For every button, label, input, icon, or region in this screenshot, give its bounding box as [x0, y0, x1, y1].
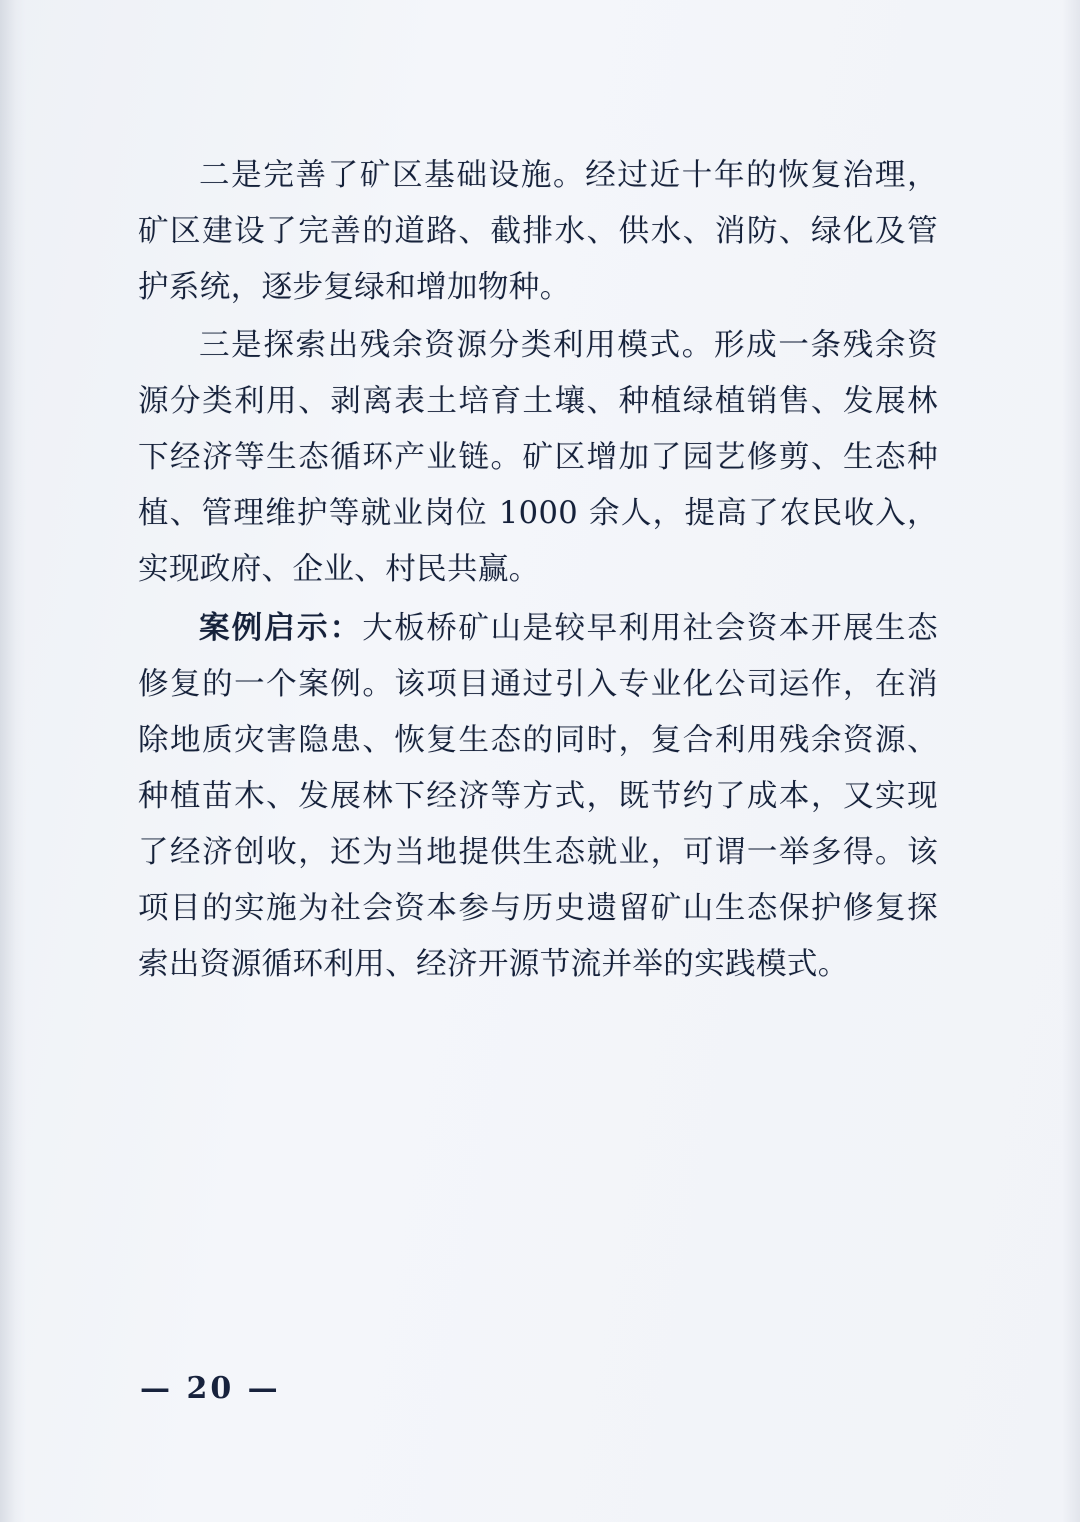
paragraph-residual-resource-model — [138, 318, 938, 598]
paragraph-infrastructure — [138, 148, 938, 316]
paragraph-text: 大板桥矿山是较早利用社会资本开展生态修复的一个案例。该项目通过引入专业化公司运作，在消除地质灾害隐患、恢复生态的同时，复合利用残余资源、种植苗木、发展林下经济等方式，既节约了成本，又实现了经济创收，还为当地提供生态就业，可谓一举多得。该项目的实施为社会资本参与历史遗留矿山生态保护修复探索出资源循环利用、经济开源节流并举的实践模式。 — [138, 611, 938, 982]
page-number: — 20 — — [140, 1371, 281, 1406]
paragraph-text: 三是探索出残余资源分类利用模式。形成一条残余资源分类利用、剥离表土培育土壤、种植绿植销售、发展林下经济等生态循环产业链。矿区增加了园艺修剪、生态种植、管理维护等就业岗位 1000 余人，提高了农民收入，实现政府、企业、村民共赢。 — [138, 328, 938, 587]
page-body — [138, 148, 938, 995]
paragraph-text: 二是完善了矿区基础设施。经过近十年的恢复治理，矿区建设了完善的道路、截排水、供水、消防、绿化及管护系统，逐步复绿和增加物种。 — [138, 158, 938, 305]
paragraph-case-insight — [138, 600, 938, 993]
paragraph-lead-label: 案例启示： — [199, 610, 363, 646]
